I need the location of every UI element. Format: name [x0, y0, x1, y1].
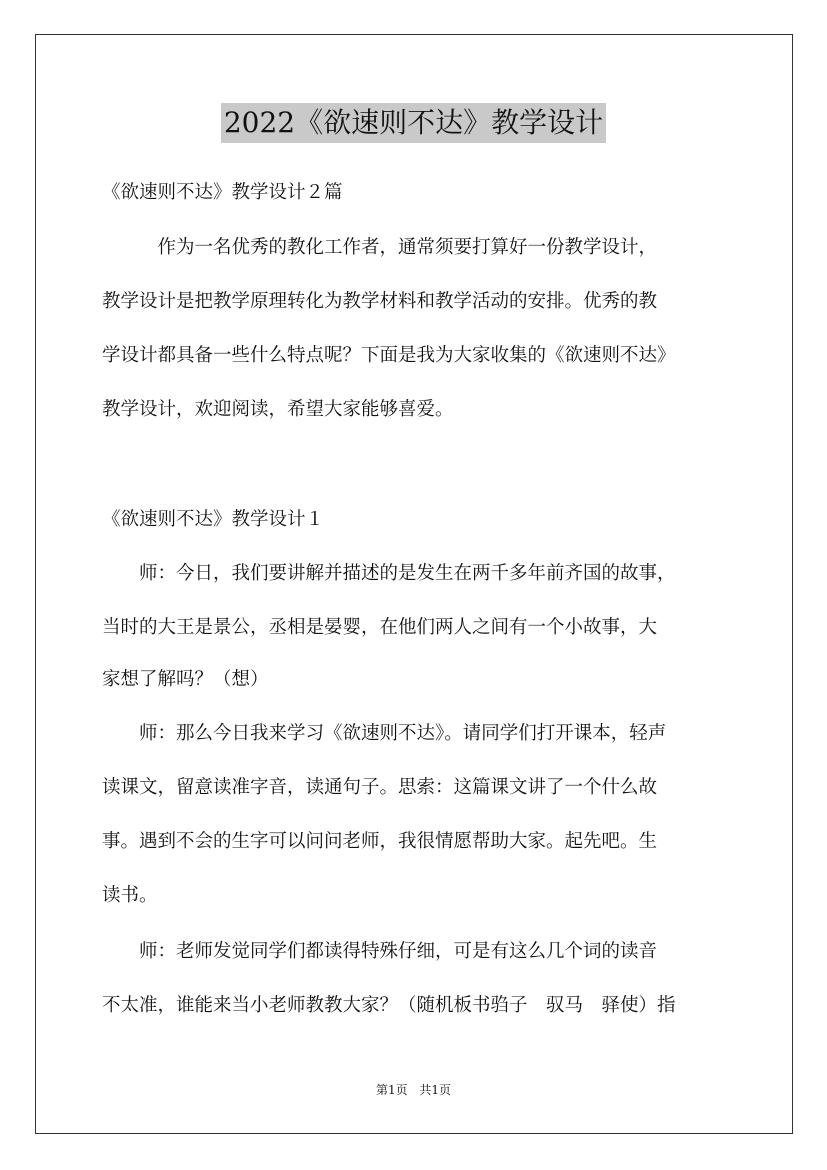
page-total: 共1页 — [419, 1083, 452, 1097]
paragraph-line: 作为一名优秀的教化工作者，通常须要打算好一份教学设计， — [102, 237, 658, 258]
paragraph-line: 教学设计，欢迎阅读，希望大家能够喜爱。 — [102, 399, 454, 420]
document-title: 2022《欲速则不达》教学设计 — [221, 103, 606, 143]
page-number: 第1页 — [375, 1083, 408, 1097]
paragraph-line: 读课文，留意读准字音，读通句子。思索：这篇课文讲了一个什么故 — [102, 777, 658, 798]
paragraph-line: 家想了解吗？（想） — [102, 669, 269, 690]
paragraph-line: 教学设计是把教学原理转化为教学材料和教学活动的安排。优秀的教 — [102, 291, 658, 312]
paragraph-line: 不太准，谁能来当小老师教教大家？（随机板书驺子 驭马 驿使）指 — [102, 995, 676, 1016]
paragraph-line: 事。遇到不会的生字可以问问老师，我很情愿帮助大家。起先吧。生 — [102, 831, 658, 852]
paragraph-line: 师：那么今日我来学习《欲速则不达》。请同学们打开课本，轻声 — [102, 723, 667, 744]
page-footer — [0, 1082, 827, 1098]
paragraph-line: 师：今日，我们要讲解并描述的是发生在两千多年前齐国的故事， — [102, 563, 676, 584]
paragraph-line: 当时的大王是景公，丞相是晏婴，在他们两人之间有一个小故事，大 — [102, 617, 658, 638]
title-container — [0, 103, 827, 143]
section-heading: 《欲速则不达》教学设计２篇 — [102, 182, 343, 203]
paragraph-line: 读书。 — [102, 885, 158, 906]
paragraph-line: 学设计都具备一些什么特点呢？下面是我为大家收集的《欲速则不达》 — [102, 345, 676, 366]
paragraph-line: 师：老师发觉同学们都读得特殊仔细，可是有这么几个词的读音 — [102, 941, 658, 962]
section-heading: 《欲速则不达》教学设计１ — [102, 509, 325, 530]
